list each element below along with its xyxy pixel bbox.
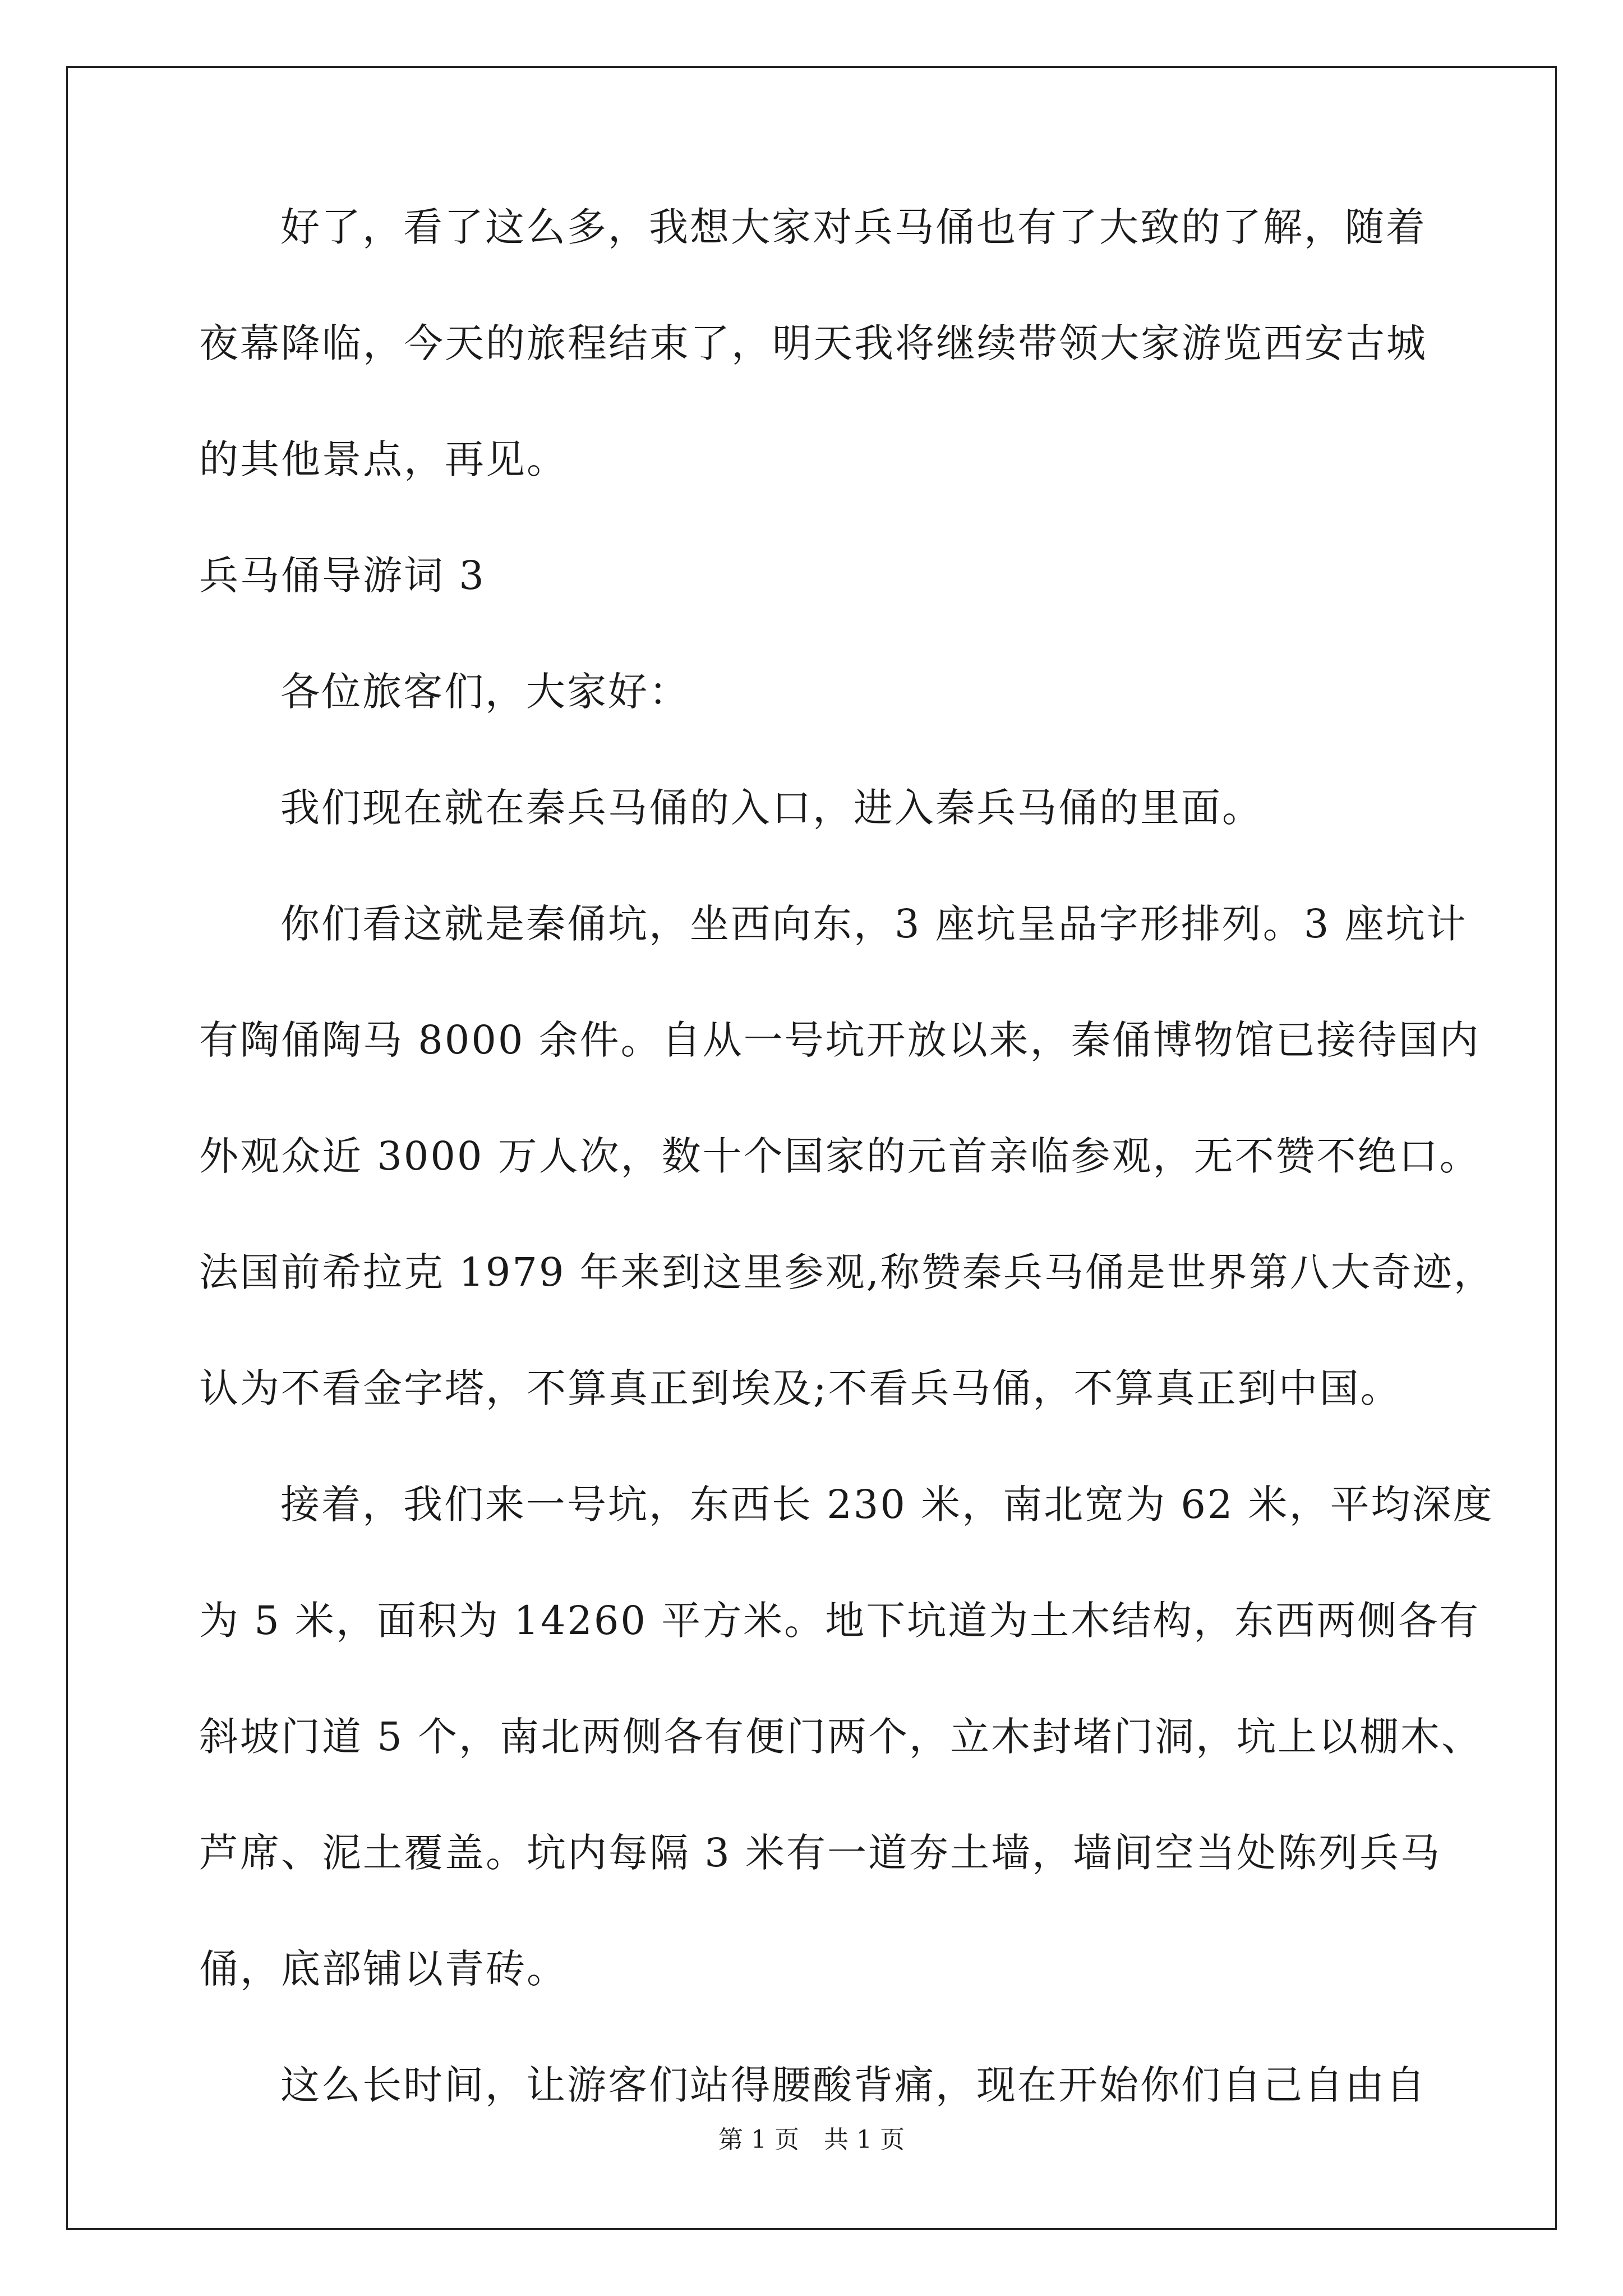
text-line: 认为不看金字塔，不算真正到埃及;不看兵马俑，不算真正到中国。: [199, 1365, 1401, 1411]
section-heading: 兵马俑导游词 3: [199, 553, 486, 599]
text-line: 这么长时间，让游客们站得腰酸背痛，现在开始你们自己自由自: [280, 2062, 1427, 2108]
text-line: 俑，底部铺以青砖。: [199, 1946, 568, 1992]
page-footer: 第 1 页 共 1 页: [718, 2125, 905, 2154]
text-line: 接着，我们来一号坑，东西长 230 米，南北宽为 62 米，平均深度: [280, 1481, 1494, 1527]
text-line: 的其他景点，再见。: [199, 436, 568, 482]
text-line: 外观众近 3000 万人次，数十个国家的元首亲临参观，无不赞不绝口。: [199, 1133, 1481, 1179]
text-line: 好了，看了这么多，我想大家对兵马俑也有了大致的了解，随着: [280, 204, 1427, 250]
text-line: 芦席、泥土覆盖。坑内每隔 3 米有一道夯土墙，墙间空当处陈列兵马: [199, 1830, 1442, 1876]
text-line: 斜坡门道 5 个，南北两侧各有便门两个，立木封堵门洞，坑上以棚木、: [199, 1714, 1483, 1760]
text-line: 有陶俑陶马 8000 余件。自从一号坑开放以来，秦俑博物馆已接待国内: [199, 1017, 1481, 1063]
text-line: 我们现在就在秦兵马俑的入口，进入秦兵马俑的里面。: [280, 785, 1263, 831]
text-line: 你们看这就是秦俑坑，坐西向东，3 座坑呈品字形排列。3 座坑计: [280, 901, 1468, 947]
text-line: 各位旅客们，大家好：: [280, 669, 690, 715]
text-line: 为 5 米，面积为 14260 平方米。地下坑道为土木结构，东西两侧各有: [199, 1598, 1481, 1644]
text-line: 夜幕降临，今天的旅程结束了，明天我将继续带领大家游览西安古城: [199, 320, 1427, 366]
text-line: 法国前希拉克 1979 年来到这里参观,称赞秦兵马俑是世界第八大奇迹，: [199, 1249, 1495, 1295]
document-body: [199, 204, 1495, 2182]
